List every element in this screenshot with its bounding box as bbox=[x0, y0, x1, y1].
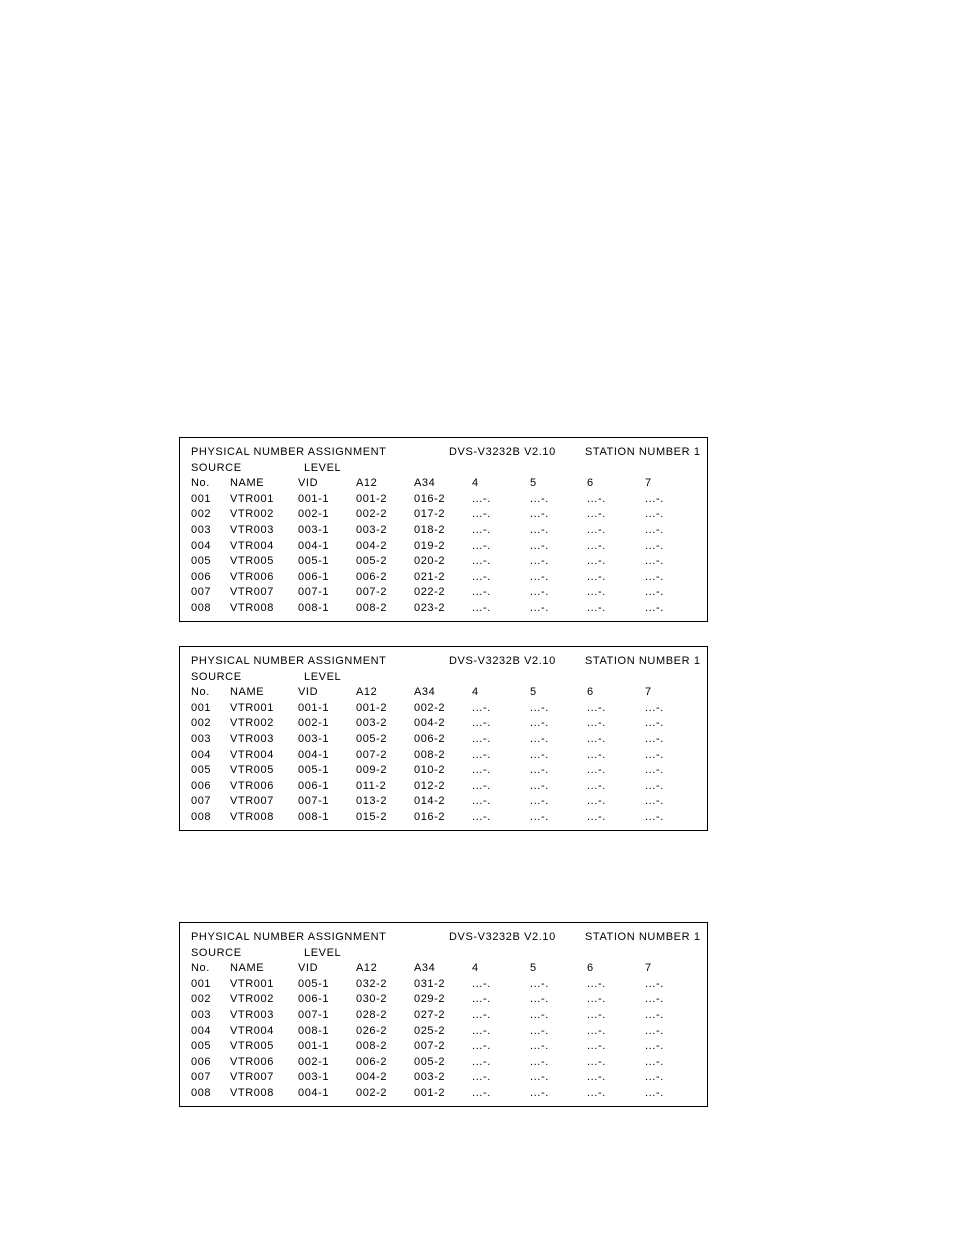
table-cell: 009-2 bbox=[356, 764, 388, 777]
table-cell: 008-2 bbox=[356, 602, 388, 614]
column-header: 7 bbox=[645, 477, 652, 490]
table-cell: 010-2 bbox=[414, 764, 446, 777]
table-cell: ...-. bbox=[645, 1040, 664, 1053]
table-cell: ...-. bbox=[472, 586, 491, 599]
table-cell: 006-2 bbox=[414, 733, 446, 745]
table-cell: 003 bbox=[191, 524, 212, 536]
column-header: A12 bbox=[356, 477, 378, 490]
table-cell: 004-2 bbox=[414, 717, 446, 730]
table-cell: ...-. bbox=[472, 748, 491, 761]
table-cell: 005-2 bbox=[414, 1055, 446, 1068]
table-cell: ...-. bbox=[530, 1009, 549, 1021]
table-cell: ...-. bbox=[530, 795, 549, 808]
table-cell: 021-2 bbox=[414, 570, 446, 583]
column-header: VID bbox=[298, 686, 319, 699]
table-cell: 005-2 bbox=[356, 733, 388, 745]
table-cell: 002-1 bbox=[298, 1055, 330, 1068]
table-cell: ...-. bbox=[530, 811, 549, 823]
table-cell: 014-2 bbox=[414, 795, 446, 808]
table-cell: VTR003 bbox=[230, 733, 274, 745]
table-cell: ...-. bbox=[587, 993, 606, 1006]
table-cell: ...-. bbox=[472, 1087, 491, 1099]
table-cell: ...-. bbox=[587, 524, 606, 536]
column-header: 7 bbox=[645, 962, 652, 975]
table-cell: 002-1 bbox=[298, 717, 330, 730]
table-cell: 005-1 bbox=[298, 555, 330, 568]
table-cell: VTR002 bbox=[230, 717, 274, 730]
table-cell: 025-2 bbox=[414, 1024, 446, 1037]
table-cell: ...-. bbox=[645, 602, 664, 614]
table-cell: ...-. bbox=[587, 492, 606, 505]
column-header: No. bbox=[191, 477, 210, 490]
header-line bbox=[180, 653, 707, 669]
table-cell: ...-. bbox=[645, 555, 664, 568]
level-label: LEVEL bbox=[304, 670, 342, 683]
table-cell: VTR005 bbox=[230, 1040, 274, 1053]
table-cell: ...-. bbox=[587, 1024, 606, 1037]
table-cell: 016-2 bbox=[414, 492, 446, 505]
level-label: LEVEL bbox=[304, 946, 342, 959]
table-row bbox=[180, 793, 707, 809]
table-cell: VTR002 bbox=[230, 508, 274, 521]
table-row bbox=[180, 976, 707, 992]
table-cell: 004-2 bbox=[356, 1071, 388, 1084]
table-cell: VTR004 bbox=[230, 539, 274, 552]
table-cell: 007-1 bbox=[298, 586, 330, 599]
table-cell: ...-. bbox=[587, 764, 606, 777]
table-cell: 002-2 bbox=[414, 701, 446, 714]
table-cell: VTR005 bbox=[230, 764, 274, 777]
table-row bbox=[180, 747, 707, 763]
table-cell: 007 bbox=[191, 795, 212, 808]
table-cell: ...-. bbox=[530, 524, 549, 536]
table-cell: ...-. bbox=[472, 701, 491, 714]
table-row bbox=[180, 600, 707, 616]
table-cell: ...-. bbox=[472, 1040, 491, 1053]
table-row bbox=[180, 522, 707, 538]
table-cell: VTR001 bbox=[230, 492, 274, 505]
table-row bbox=[180, 584, 707, 600]
column-header: 4 bbox=[472, 686, 479, 699]
table-cell: 001-1 bbox=[298, 701, 330, 714]
table-cell: 008-1 bbox=[298, 602, 330, 614]
table-cell: ...-. bbox=[645, 764, 664, 777]
table-cell: 004 bbox=[191, 1024, 212, 1037]
source-level-line bbox=[180, 460, 707, 476]
table-cell: ...-. bbox=[645, 492, 664, 505]
table-cell: 017-2 bbox=[414, 508, 446, 521]
table-cell: 007-1 bbox=[298, 795, 330, 808]
table-cell: ...-. bbox=[472, 508, 491, 521]
column-header: 6 bbox=[587, 477, 594, 490]
table-cell: ...-. bbox=[587, 1055, 606, 1068]
table-cell: 032-2 bbox=[356, 977, 388, 990]
column-header: 7 bbox=[645, 686, 652, 699]
table-cell: 020-2 bbox=[414, 555, 446, 568]
table-row bbox=[180, 700, 707, 716]
assignment-panel-2 bbox=[179, 646, 708, 831]
table-cell: 006-1 bbox=[298, 993, 330, 1006]
table-cell: 004 bbox=[191, 539, 212, 552]
table-cell: 008-2 bbox=[356, 1040, 388, 1053]
table-cell: VTR006 bbox=[230, 1055, 274, 1068]
column-header: 4 bbox=[472, 477, 479, 490]
table-cell: 016-2 bbox=[414, 811, 446, 823]
table-row bbox=[180, 538, 707, 554]
column-header: VID bbox=[298, 962, 319, 975]
table-cell: ...-. bbox=[645, 993, 664, 1006]
table-cell: ...-. bbox=[587, 539, 606, 552]
model-version: DVS-V3232B V2.10 bbox=[449, 931, 556, 943]
table-cell: ...-. bbox=[645, 524, 664, 536]
table-cell: ...-. bbox=[530, 492, 549, 505]
column-header: A34 bbox=[414, 686, 436, 699]
table-cell: ...-. bbox=[472, 602, 491, 614]
table-cell: ...-. bbox=[645, 779, 664, 792]
level-label: LEVEL bbox=[304, 461, 342, 474]
table-row bbox=[180, 1054, 707, 1070]
table-cell: 001 bbox=[191, 492, 212, 505]
table-cell: 011-2 bbox=[356, 779, 387, 792]
table-cell: ...-. bbox=[645, 539, 664, 552]
table-cell: 007-2 bbox=[356, 748, 388, 761]
table-cell: VTR006 bbox=[230, 570, 274, 583]
table-cell: ...-. bbox=[645, 1055, 664, 1068]
table-cell: 005 bbox=[191, 764, 212, 777]
table-cell: VTR008 bbox=[230, 602, 274, 614]
column-header: A34 bbox=[414, 962, 436, 975]
table-cell: 004-1 bbox=[298, 748, 330, 761]
table-cell: ...-. bbox=[587, 586, 606, 599]
table-cell: 006-1 bbox=[298, 570, 330, 583]
table-cell: VTR003 bbox=[230, 524, 274, 536]
table-cell: 006-2 bbox=[356, 570, 388, 583]
table-cell: 006 bbox=[191, 779, 212, 792]
table-cell: ...-. bbox=[472, 570, 491, 583]
table-cell: 002-1 bbox=[298, 508, 330, 521]
table-cell: 003 bbox=[191, 733, 212, 745]
table-cell: ...-. bbox=[645, 586, 664, 599]
table-cell: 003-1 bbox=[298, 1071, 330, 1084]
table-cell: 008-1 bbox=[298, 811, 330, 823]
table-cell: ...-. bbox=[645, 701, 664, 714]
table-cell: 003-2 bbox=[356, 524, 388, 536]
table-cell: ...-. bbox=[587, 977, 606, 990]
table-cell: ...-. bbox=[472, 993, 491, 1006]
table-cell: ...-. bbox=[472, 977, 491, 990]
table-cell: ...-. bbox=[587, 1040, 606, 1053]
model-version: DVS-V3232B V2.10 bbox=[449, 446, 556, 458]
table-cell: ...-. bbox=[587, 1071, 606, 1084]
table-cell: 008 bbox=[191, 602, 212, 614]
table-cell: 002 bbox=[191, 717, 212, 730]
table-cell: 006-2 bbox=[356, 1055, 388, 1068]
table-cell: ...-. bbox=[645, 1087, 664, 1099]
table-cell: 005 bbox=[191, 1040, 212, 1053]
table-cell: ...-. bbox=[530, 602, 549, 614]
table-cell: ...-. bbox=[587, 779, 606, 792]
table-cell: 004-2 bbox=[356, 539, 388, 552]
table-row bbox=[180, 553, 707, 569]
table-cell: 006-1 bbox=[298, 779, 330, 792]
table-cell: ...-. bbox=[645, 811, 664, 823]
column-header: A12 bbox=[356, 686, 378, 699]
table-cell: 030-2 bbox=[356, 993, 388, 1006]
table-cell: ...-. bbox=[587, 717, 606, 730]
table-cell: 006 bbox=[191, 570, 212, 583]
table-cell: ...-. bbox=[530, 717, 549, 730]
table-cell: ...-. bbox=[472, 1055, 491, 1068]
table-cell: VTR008 bbox=[230, 1087, 274, 1099]
assignment-panel-1 bbox=[179, 437, 708, 622]
table-row bbox=[180, 809, 707, 825]
table-cell: ...-. bbox=[587, 508, 606, 521]
table-cell: VTR005 bbox=[230, 555, 274, 568]
table-cell: ...-. bbox=[587, 1009, 606, 1021]
source-label: SOURCE bbox=[191, 946, 242, 959]
table-cell: 004-1 bbox=[298, 1087, 330, 1099]
column-header: 6 bbox=[587, 962, 594, 975]
column-header: NAME bbox=[230, 686, 265, 699]
table-cell: 001-2 bbox=[356, 701, 388, 714]
table-cell: ...-. bbox=[530, 586, 549, 599]
source-label: SOURCE bbox=[191, 670, 242, 683]
table-cell: ...-. bbox=[645, 748, 664, 761]
table-cell: 012-2 bbox=[414, 779, 446, 792]
column-header: No. bbox=[191, 962, 210, 975]
source-level-line bbox=[180, 669, 707, 685]
table-cell: 002-2 bbox=[356, 1087, 388, 1099]
table-cell: 004-1 bbox=[298, 539, 330, 552]
assignment-panel-3 bbox=[179, 922, 708, 1107]
table-cell: ...-. bbox=[472, 779, 491, 792]
table-cell: ...-. bbox=[530, 701, 549, 714]
table-cell: ...-. bbox=[645, 795, 664, 808]
table-cell: 002 bbox=[191, 508, 212, 521]
table-cell: 001-1 bbox=[298, 1040, 330, 1053]
table-cell: VTR007 bbox=[230, 586, 274, 599]
table-cell: 005-2 bbox=[356, 555, 388, 568]
table-row bbox=[180, 1007, 707, 1023]
table-cell: VTR007 bbox=[230, 795, 274, 808]
table-cell: 001 bbox=[191, 977, 212, 990]
table-cell: 008-2 bbox=[414, 748, 446, 761]
table-cell: ...-. bbox=[472, 1071, 491, 1084]
table-cell: 007 bbox=[191, 1071, 212, 1084]
table-cell: ...-. bbox=[587, 811, 606, 823]
column-header: 5 bbox=[530, 962, 537, 975]
table-row bbox=[180, 991, 707, 1007]
table-cell: 007-2 bbox=[414, 1040, 446, 1053]
column-header: 6 bbox=[587, 686, 594, 699]
panel-title: PHYSICAL NUMBER ASSIGNMENT bbox=[191, 931, 387, 943]
table-row bbox=[180, 569, 707, 585]
column-header: A34 bbox=[414, 477, 436, 490]
source-label: SOURCE bbox=[191, 461, 242, 474]
table-cell: ...-. bbox=[587, 701, 606, 714]
table-cell: ...-. bbox=[645, 570, 664, 583]
column-header-line bbox=[180, 684, 707, 700]
table-cell: ...-. bbox=[645, 1071, 664, 1084]
table-cell: ...-. bbox=[472, 733, 491, 745]
table-cell: ...-. bbox=[472, 811, 491, 823]
table-cell: ...-. bbox=[530, 1071, 549, 1084]
header-line bbox=[180, 444, 707, 460]
table-cell: 031-2 bbox=[414, 977, 446, 990]
table-cell: ...-. bbox=[587, 602, 606, 614]
table-cell: 019-2 bbox=[414, 539, 446, 552]
table-cell: 002 bbox=[191, 993, 212, 1006]
table-cell: ...-. bbox=[472, 1024, 491, 1037]
table-cell: ...-. bbox=[472, 539, 491, 552]
table-cell: 001-2 bbox=[356, 492, 388, 505]
table-cell: 008 bbox=[191, 1087, 212, 1099]
table-cell: ...-. bbox=[472, 1009, 491, 1021]
table-cell: ...-. bbox=[530, 555, 549, 568]
table-row bbox=[180, 762, 707, 778]
table-cell: 008 bbox=[191, 811, 212, 823]
column-header: 5 bbox=[530, 686, 537, 699]
table-cell: ...-. bbox=[645, 733, 664, 745]
station-number: STATION NUMBER 1 bbox=[585, 931, 701, 943]
table-cell: 003-2 bbox=[414, 1071, 446, 1084]
table-cell: VTR004 bbox=[230, 748, 274, 761]
table-row bbox=[180, 1038, 707, 1054]
table-cell: ...-. bbox=[587, 555, 606, 568]
table-cell: ...-. bbox=[587, 1087, 606, 1099]
column-header: VID bbox=[298, 477, 319, 490]
column-header-line bbox=[180, 960, 707, 976]
table-cell: 007-1 bbox=[298, 1009, 330, 1021]
table-cell: 029-2 bbox=[414, 993, 446, 1006]
column-header: A12 bbox=[356, 962, 378, 975]
table-cell: 005-1 bbox=[298, 977, 330, 990]
table-cell: ...-. bbox=[530, 977, 549, 990]
table-cell: 008-1 bbox=[298, 1024, 330, 1037]
table-cell: ...-. bbox=[472, 717, 491, 730]
table-cell: 018-2 bbox=[414, 524, 446, 536]
table-cell: ...-. bbox=[530, 1055, 549, 1068]
table-cell: ...-. bbox=[530, 779, 549, 792]
table-cell: ...-. bbox=[587, 795, 606, 808]
table-cell: 023-2 bbox=[414, 602, 446, 614]
table-cell: 015-2 bbox=[356, 811, 388, 823]
table-cell: ...-. bbox=[472, 492, 491, 505]
table-cell: ...-. bbox=[530, 539, 549, 552]
table-cell: 026-2 bbox=[356, 1024, 388, 1037]
table-cell: 003-1 bbox=[298, 733, 330, 745]
table-cell: ...-. bbox=[472, 555, 491, 568]
model-version: DVS-V3232B V2.10 bbox=[449, 655, 556, 667]
table-row bbox=[180, 491, 707, 507]
table-cell: ...-. bbox=[587, 748, 606, 761]
table-row bbox=[180, 778, 707, 794]
column-header: 4 bbox=[472, 962, 479, 975]
table-cell: 005-1 bbox=[298, 764, 330, 777]
table-cell: ...-. bbox=[645, 1009, 664, 1021]
table-cell: 013-2 bbox=[356, 795, 388, 808]
station-number: STATION NUMBER 1 bbox=[585, 446, 701, 458]
table-cell: 004 bbox=[191, 748, 212, 761]
table-cell: 003-1 bbox=[298, 524, 330, 536]
table-cell: 028-2 bbox=[356, 1009, 388, 1021]
table-cell: ...-. bbox=[587, 733, 606, 745]
table-cell: ...-. bbox=[472, 795, 491, 808]
column-header: 5 bbox=[530, 477, 537, 490]
source-level-line bbox=[180, 945, 707, 961]
table-cell: ...-. bbox=[530, 993, 549, 1006]
table-cell: 002-2 bbox=[356, 508, 388, 521]
table-row bbox=[180, 1085, 707, 1101]
table-cell: ...-. bbox=[530, 508, 549, 521]
column-header: NAME bbox=[230, 477, 265, 490]
table-cell: 006 bbox=[191, 1055, 212, 1068]
table-cell: ...-. bbox=[645, 508, 664, 521]
panel-title: PHYSICAL NUMBER ASSIGNMENT bbox=[191, 446, 387, 458]
table-cell: 005 bbox=[191, 555, 212, 568]
table-cell: 022-2 bbox=[414, 586, 446, 599]
table-cell: ...-. bbox=[645, 1024, 664, 1037]
column-header-line bbox=[180, 475, 707, 491]
table-cell: 001 bbox=[191, 701, 212, 714]
table-cell: 003-2 bbox=[356, 717, 388, 730]
table-cell: ...-. bbox=[645, 717, 664, 730]
table-cell: VTR001 bbox=[230, 977, 274, 990]
table-cell: ...-. bbox=[530, 1087, 549, 1099]
table-cell: VTR008 bbox=[230, 811, 274, 823]
table-row bbox=[180, 731, 707, 747]
table-cell: 003 bbox=[191, 1009, 212, 1021]
table-cell: VTR002 bbox=[230, 993, 274, 1006]
station-number: STATION NUMBER 1 bbox=[585, 655, 701, 667]
table-cell: 007-2 bbox=[356, 586, 388, 599]
table-cell: ...-. bbox=[587, 570, 606, 583]
table-row bbox=[180, 1069, 707, 1085]
table-cell: VTR004 bbox=[230, 1024, 274, 1037]
table-cell: 001-1 bbox=[298, 492, 330, 505]
table-cell: ...-. bbox=[530, 570, 549, 583]
table-cell: VTR006 bbox=[230, 779, 274, 792]
table-cell: VTR003 bbox=[230, 1009, 274, 1021]
table-cell: ...-. bbox=[530, 1024, 549, 1037]
table-row bbox=[180, 506, 707, 522]
table-cell: VTR001 bbox=[230, 701, 274, 714]
table-cell: ...-. bbox=[645, 977, 664, 990]
table-cell: ...-. bbox=[530, 748, 549, 761]
table-cell: ...-. bbox=[530, 733, 549, 745]
table-cell: ...-. bbox=[530, 1040, 549, 1053]
table-cell: 001-2 bbox=[414, 1087, 446, 1099]
header-line bbox=[180, 929, 707, 945]
table-row bbox=[180, 715, 707, 731]
column-header: No. bbox=[191, 686, 210, 699]
table-cell: ...-. bbox=[472, 764, 491, 777]
panel-title: PHYSICAL NUMBER ASSIGNMENT bbox=[191, 655, 387, 667]
table-cell: ...-. bbox=[472, 524, 491, 536]
table-cell: 027-2 bbox=[414, 1009, 446, 1021]
table-cell: VTR007 bbox=[230, 1071, 274, 1084]
column-header: NAME bbox=[230, 962, 265, 975]
table-cell: 007 bbox=[191, 586, 212, 599]
table-cell: ...-. bbox=[530, 764, 549, 777]
table-row bbox=[180, 1023, 707, 1039]
